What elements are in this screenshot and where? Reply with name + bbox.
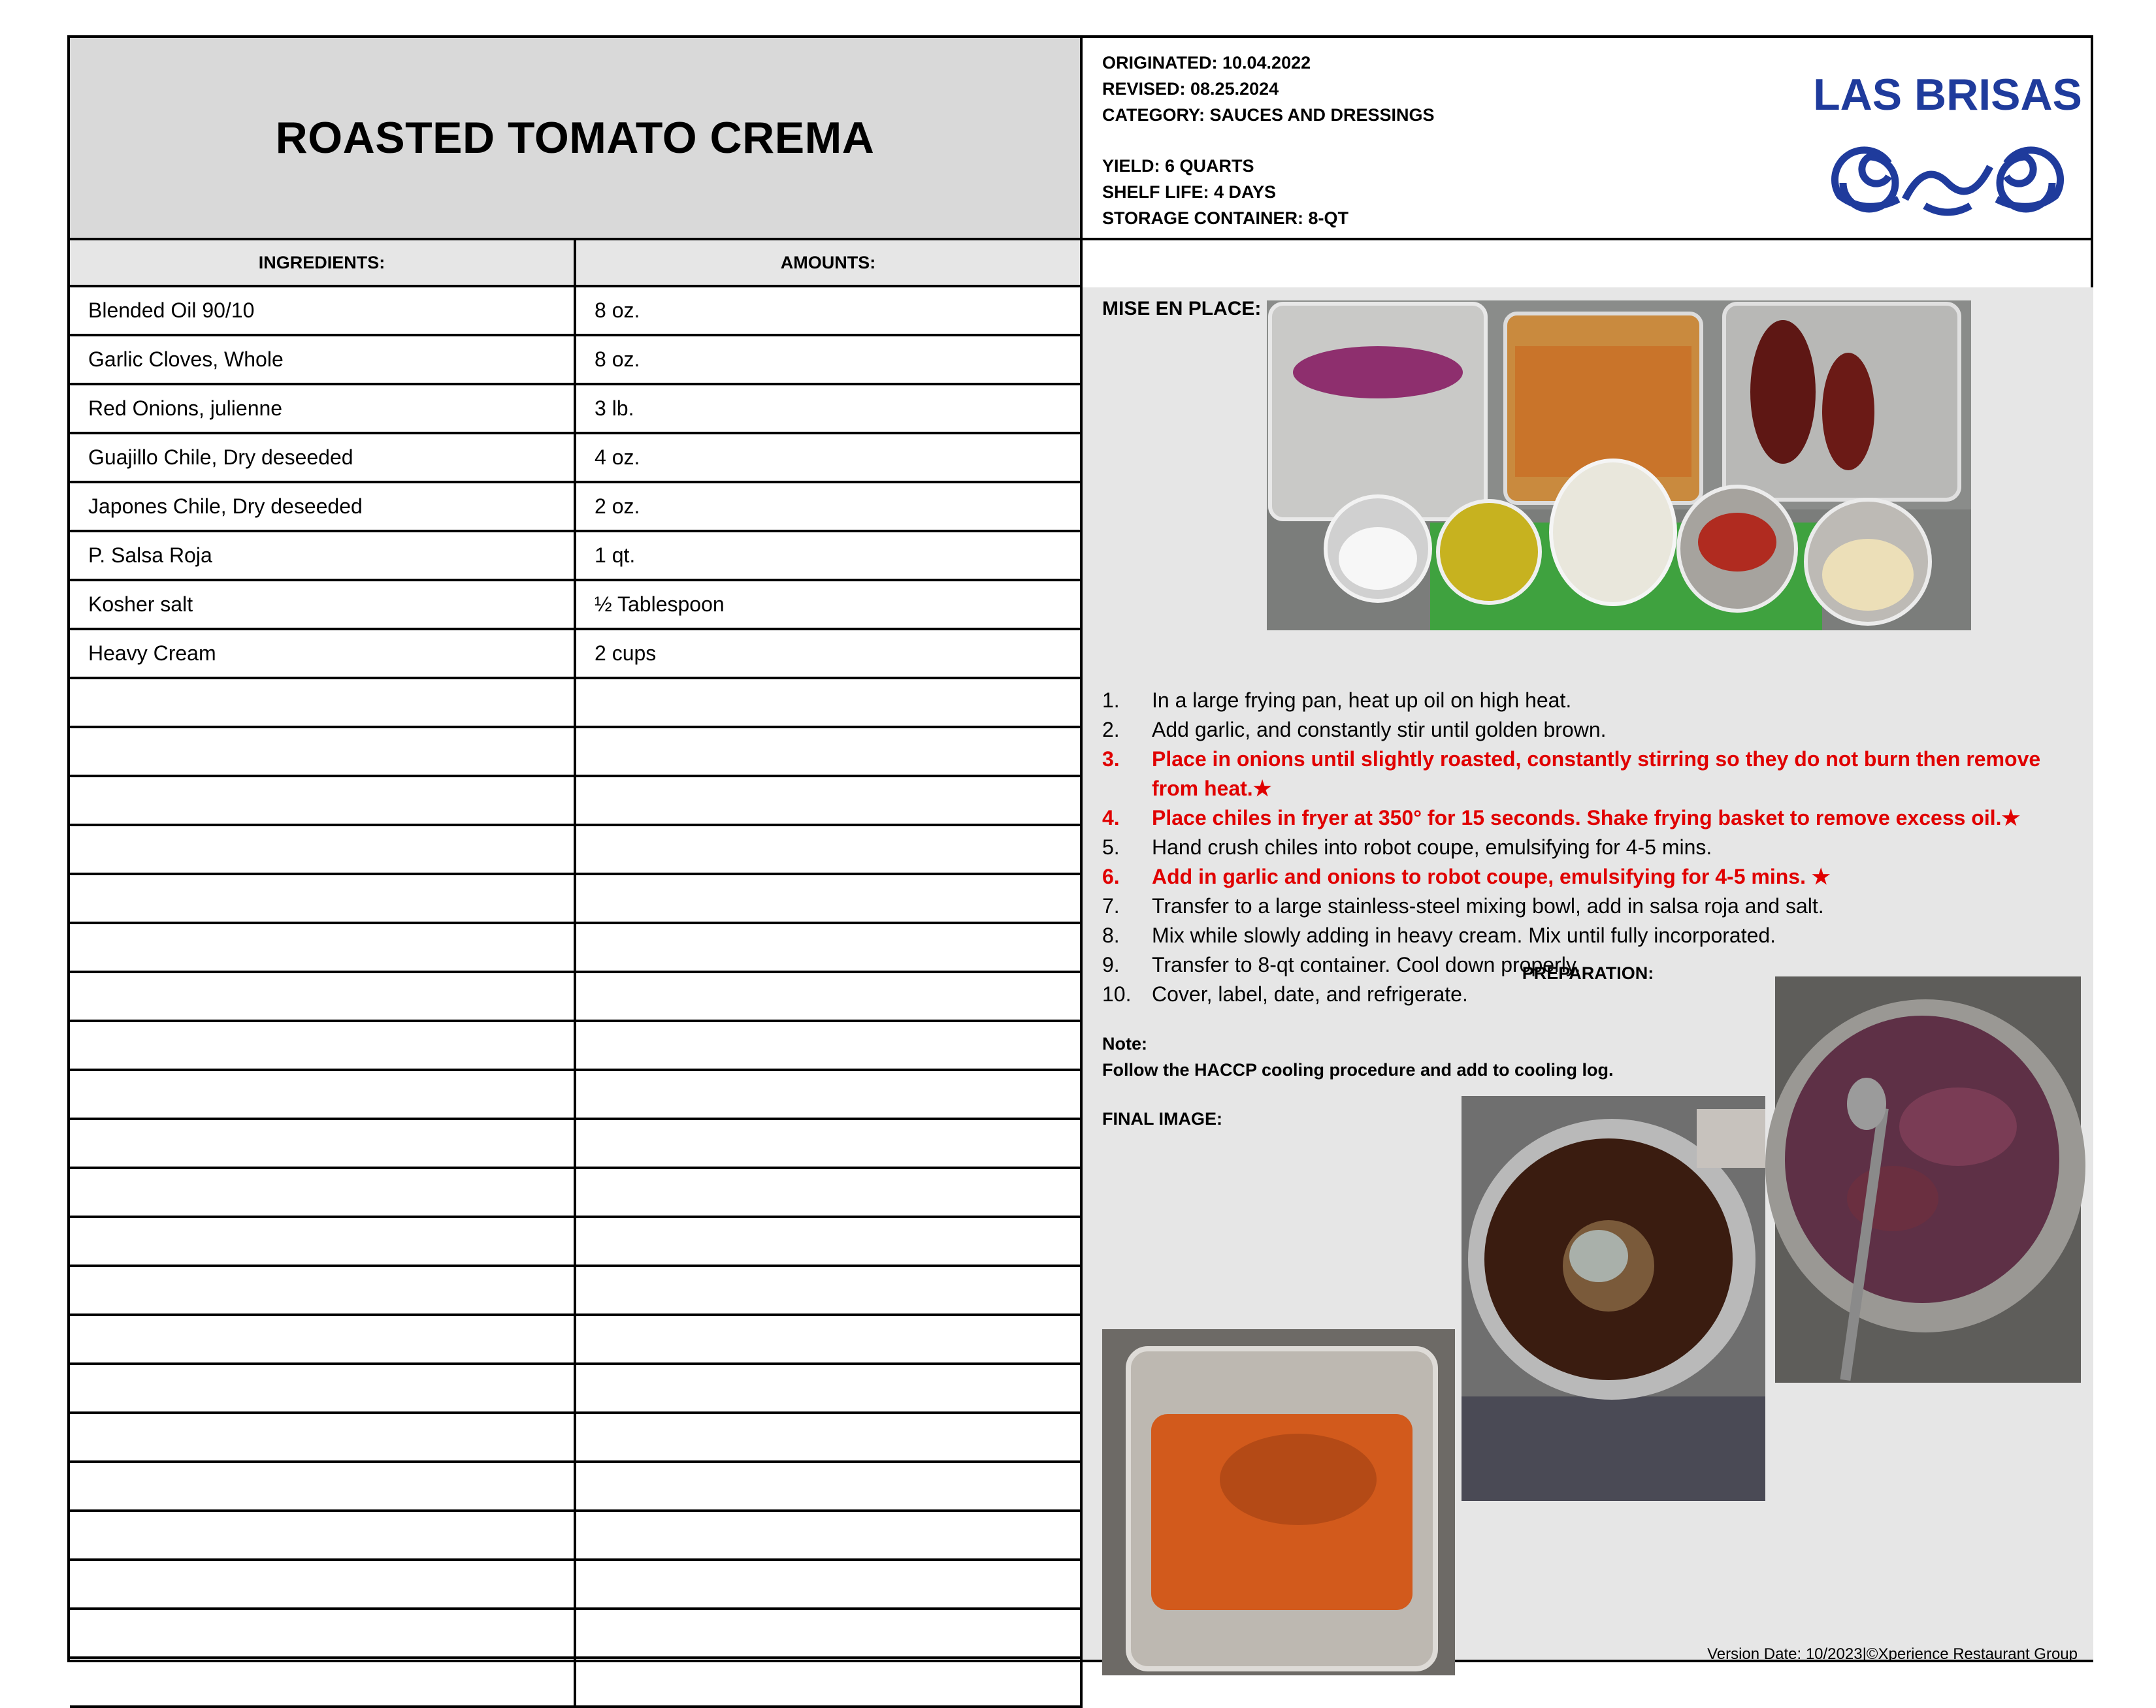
- step-6: [1102, 862, 2082, 892]
- step-number: 9.: [1102, 953, 1120, 976]
- step-5: [1102, 833, 2082, 862]
- meta-cell: [1083, 38, 2093, 240]
- table-row: [70, 924, 1083, 973]
- step-number: 5.: [1102, 835, 1120, 859]
- step-text: Place chiles in fryer at 350° for 15 seconds. Shake frying basket to remove excess oil.★: [1152, 806, 2021, 830]
- table-row: [70, 630, 1083, 679]
- ingredient-amount: [576, 924, 1083, 971]
- ingredient-name: [70, 777, 576, 824]
- step-number: 7.: [1102, 894, 1120, 918]
- step-number: 4.: [1102, 806, 1120, 830]
- step-text: In a large frying pan, heat up oil on high heat.: [1152, 688, 1572, 712]
- table-row: [70, 1512, 1083, 1561]
- mise-en-place-photo: [1267, 300, 1971, 630]
- ingredient-name: P. Salsa Roja: [70, 532, 576, 579]
- step-9: [1102, 950, 2082, 980]
- table-row: [70, 1071, 1083, 1120]
- step-text: Transfer to a large stainless-steel mixing bowl, add in salsa roja and salt.: [1152, 894, 1824, 918]
- ingredient-name: Blended Oil 90/10: [70, 287, 576, 334]
- ingredient-amount: 2 cups: [576, 630, 1083, 677]
- ingredient-amount: [576, 1071, 1083, 1118]
- ingredient-amount: [576, 1120, 1083, 1167]
- table-row: [70, 1120, 1083, 1169]
- ingredients-header: INGREDIENTS:: [70, 240, 576, 287]
- ingredient-name: [70, 826, 576, 873]
- ingredient-name: [70, 973, 576, 1020]
- version-footer: Version Date: 10/2023|©Xperience Restaurant Group: [1707, 1645, 2078, 1663]
- ingredient-name: [70, 1120, 576, 1167]
- table-row: [70, 1365, 1083, 1414]
- ingredient-name: Japones Chile, Dry deseeded: [70, 483, 576, 530]
- ingredient-amount: [576, 875, 1083, 922]
- ingredient-name: Guajillo Chile, Dry deseeded: [70, 434, 576, 481]
- step-text: Add garlic, and constantly stir until golden brown.: [1152, 718, 1607, 741]
- step-text: Transfer to 8-qt container. Cool down properly.: [1152, 953, 1581, 976]
- preparation-section: [1083, 287, 2093, 1662]
- step-text: Cover, label, date, and refrigerate.: [1152, 982, 1468, 1006]
- ingredient-amount: 1 qt.: [576, 532, 1083, 579]
- roasted-onions-photo: [1775, 976, 2081, 1383]
- ingredient-name: [70, 1169, 576, 1216]
- step-number: 8.: [1102, 924, 1120, 947]
- ingredient-amount: [576, 1267, 1083, 1313]
- ingredient-name: [70, 1267, 576, 1313]
- step-number: 3.: [1102, 747, 1120, 771]
- table-row: [70, 434, 1083, 483]
- final-image-label: FINAL IMAGE:: [1102, 1109, 1222, 1129]
- ingredient-name: [70, 1610, 576, 1656]
- ingredient-amount: [576, 826, 1083, 873]
- ingredient-amount: 4 oz.: [576, 434, 1083, 481]
- table-row: [70, 385, 1083, 434]
- ingredient-amount: [576, 1414, 1083, 1460]
- table-row: [70, 777, 1083, 826]
- ingredient-name: Garlic Cloves, Whole: [70, 336, 576, 383]
- revised-date: REVISED: 08.25.2024: [1102, 79, 1279, 99]
- category: CATEGORY: SAUCES AND DRESSINGS: [1102, 105, 1435, 125]
- mise-en-place-label: MISE EN PLACE:: [1102, 298, 1262, 319]
- ingredient-name: [70, 1365, 576, 1411]
- table-row: [70, 1414, 1083, 1463]
- step-7: [1102, 892, 2082, 921]
- table-row: [70, 1561, 1083, 1610]
- step-text: Place in onions until slightly roasted, constantly stirring so they do not burn then remove from heat.★: [1152, 747, 2041, 800]
- table-row: [70, 287, 1083, 336]
- amounts-header: AMOUNTS:: [576, 240, 1083, 287]
- yield: YIELD: 6 QUARTS: [1102, 156, 1254, 176]
- ingredient-amount: [576, 1561, 1083, 1607]
- title-cell: [70, 38, 1083, 240]
- note-block: [1102, 1031, 1614, 1083]
- shelf-life: SHELF LIFE: 4 DAYS: [1102, 182, 1277, 202]
- table-row: [70, 1463, 1083, 1512]
- table-row: [70, 581, 1083, 630]
- ingredient-name: [70, 1414, 576, 1460]
- table-row: [70, 875, 1083, 924]
- step-text: Add in garlic and onions to robot coupe, emulsifying for 4-5 mins. ★: [1152, 865, 1831, 888]
- final-image-photo: [1102, 1329, 1455, 1675]
- table-row: [70, 1267, 1083, 1316]
- table-row: [70, 483, 1083, 532]
- originated-date: ORIGINATED: 10.04.2022: [1102, 53, 1311, 73]
- table-row: [70, 1610, 1083, 1659]
- preparation-header: PREPARATION:: [1083, 287, 2093, 1662]
- ingredient-amount: [576, 1022, 1083, 1069]
- table-row: [70, 1169, 1083, 1218]
- ingredient-name: [70, 1316, 576, 1362]
- ingredient-amount: [576, 1365, 1083, 1411]
- preparation-steps: [1102, 686, 2082, 1009]
- recipe-title: ROASTED TOMATO CREMA: [275, 113, 875, 163]
- robot-coupe-photo: [1462, 1096, 1765, 1501]
- recipe-sheet: [67, 35, 2093, 1662]
- ingredient-name: [70, 728, 576, 775]
- ingredient-amount: 8 oz.: [576, 287, 1083, 334]
- ingredient-amount: [576, 1659, 1083, 1705]
- step-8: [1102, 921, 2082, 950]
- table-row: [70, 728, 1083, 777]
- step-2: [1102, 715, 2082, 745]
- ingredient-name: [70, 679, 576, 726]
- ingredient-name: [70, 1512, 576, 1558]
- table-row: [70, 532, 1083, 581]
- ingredient-name: [70, 1561, 576, 1607]
- table-row: [70, 1218, 1083, 1267]
- ingredient-amount: [576, 1610, 1083, 1656]
- ingredient-amount: [576, 1512, 1083, 1558]
- table-row: [70, 973, 1083, 1022]
- step-4: [1102, 803, 2082, 833]
- table-row: [70, 1316, 1083, 1365]
- note-text: Follow the HACCP cooling procedure and add to cooling log.: [1102, 1060, 1614, 1080]
- table-row: [70, 679, 1083, 728]
- ingredient-name: [70, 1022, 576, 1069]
- ingredient-amount: [576, 973, 1083, 1020]
- las-brisas-logo: [1813, 65, 2082, 229]
- step-text: Mix while slowly adding in heavy cream. Mix until fully incorporated.: [1152, 924, 1776, 947]
- step-number: 1.: [1102, 688, 1120, 712]
- ingredient-amount: 2 oz.: [576, 483, 1083, 530]
- step-number: 2.: [1102, 718, 1120, 741]
- ingredient-amount: [576, 1316, 1083, 1362]
- ingredient-name: [70, 875, 576, 922]
- ingredient-amount: [576, 1218, 1083, 1265]
- step-number: 6.: [1102, 865, 1120, 888]
- note-label: Note:: [1102, 1034, 1147, 1054]
- ingredient-name: Red Onions, julienne: [70, 385, 576, 432]
- ingredient-name: Heavy Cream: [70, 630, 576, 677]
- logo-text: LAS BRISAS: [1813, 70, 2082, 120]
- step-3: [1102, 745, 2082, 803]
- table-row: [70, 1659, 1083, 1708]
- ingredient-name: Kosher salt: [70, 581, 576, 628]
- table-row: [70, 336, 1083, 385]
- ingredient-amount: [576, 679, 1083, 726]
- ingredient-amount: [576, 728, 1083, 775]
- ingredient-amount: ½ Tablespoon: [576, 581, 1083, 628]
- ingredient-amount: [576, 1463, 1083, 1509]
- ingredient-name: [70, 1218, 576, 1265]
- step-1: [1102, 686, 2082, 715]
- step-text: Hand crush chiles into robot coupe, emulsifying for 4-5 mins.: [1152, 835, 1712, 859]
- ingredient-name: [70, 1071, 576, 1118]
- ingredient-amount: 3 lb.: [576, 385, 1083, 432]
- storage-container: STORAGE CONTAINER: 8-QT: [1102, 208, 1349, 228]
- table-row: [70, 826, 1083, 875]
- ingredient-name: [70, 1463, 576, 1509]
- ingredient-amount: [576, 777, 1083, 824]
- table-row: [70, 1022, 1083, 1071]
- recipe-meta: [1102, 50, 1435, 231]
- ingredient-name: [70, 1659, 576, 1705]
- ingredient-amount: 8 oz.: [576, 336, 1083, 383]
- ingredient-name: [70, 924, 576, 971]
- ingredient-amount: [576, 1169, 1083, 1216]
- step-number: 10.: [1102, 982, 1132, 1006]
